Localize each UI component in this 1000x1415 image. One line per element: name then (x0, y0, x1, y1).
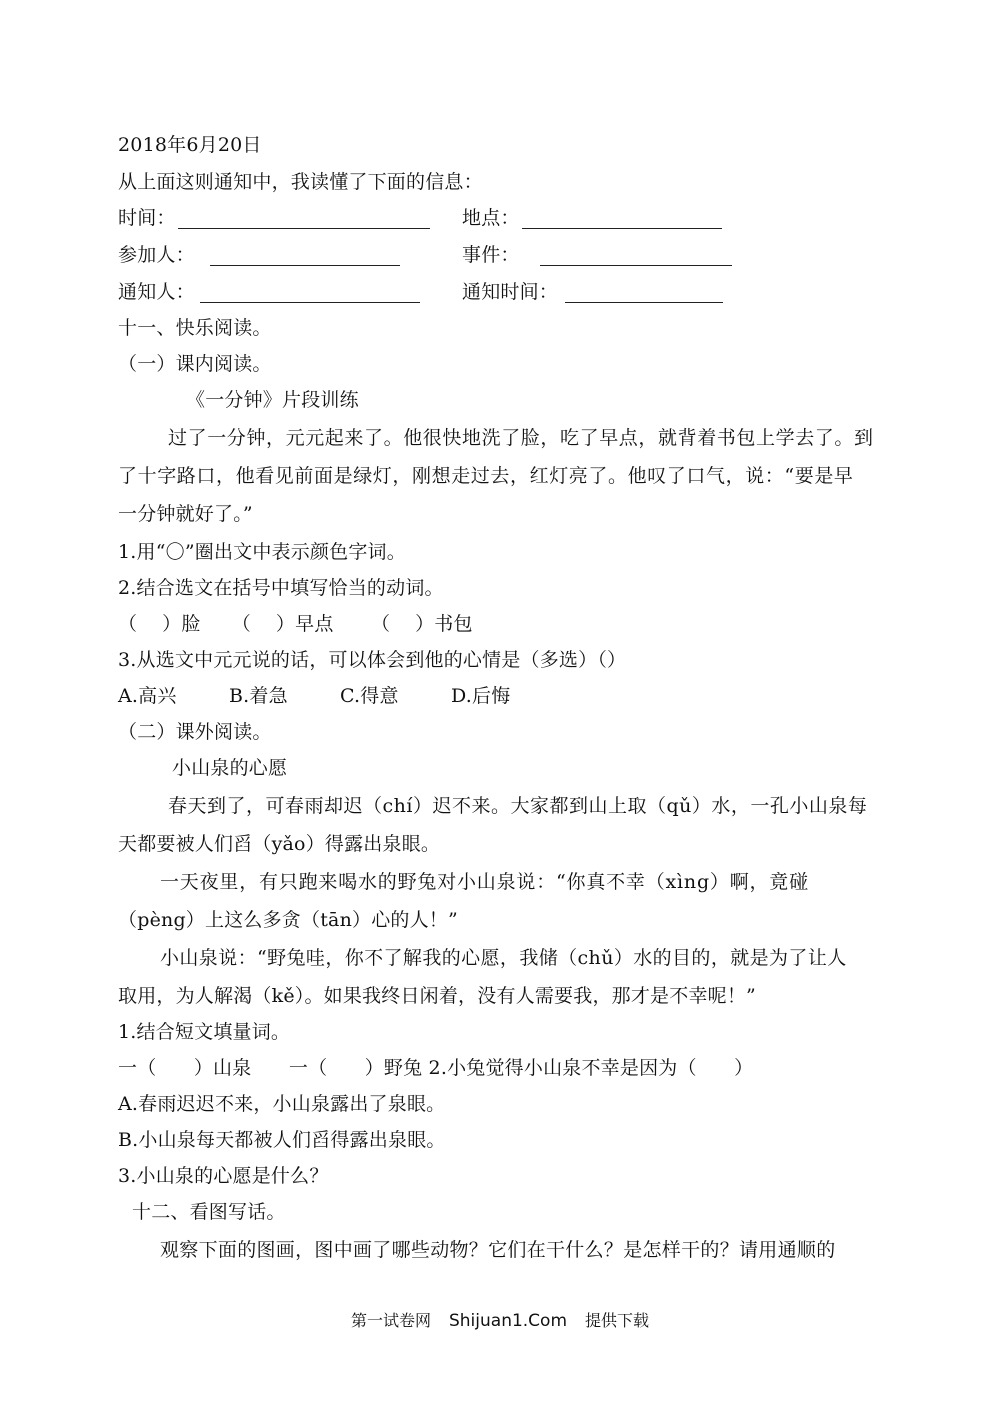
part2-passage-line: 取用，为人解渴（kě）。如果我终日闲着，没有人需要我，那才是不幸呢！” (118, 985, 756, 1007)
part2-q1-blanks: 一（ ）山泉 一（ ）野兔 2.小兔觉得小山泉不幸是因为（ ） (118, 1057, 754, 1079)
notice-intro: 从上面这则通知中，我读懂了下面的信息： (118, 171, 483, 193)
part2-q1: 1.结合短文填量词。 (118, 1021, 291, 1043)
notice-time-label: 通知时间： (462, 281, 559, 303)
event-blank[interactable] (540, 265, 732, 266)
part1-passage-line: 一分钟就好了。” (118, 503, 253, 525)
part1-q1: 1.用“〇”圈出文中表示颜色字词。 (118, 541, 406, 563)
option-b: B.着急 (229, 685, 288, 707)
part1-passage-line: 了十字路口，他看见前面是绿灯，刚想走过去，红灯亮了。他叹了口气，说：“要是早 (118, 465, 854, 487)
part1-q2: 2.结合选文在括号中填写恰当的动词。 (118, 577, 444, 599)
page-footer (0, 1308, 1000, 1331)
part2-passage-line: 天都要被人们舀（yǎo）得露出泉眼。 (118, 833, 441, 855)
part1-passage-line: 过了一分钟，元元起来了。他很快地洗了脸，吃了早点，就背着书包上学去了。到 (168, 427, 874, 449)
time-blank[interactable] (178, 228, 430, 229)
part2-passage-line: 小山泉说：“野兔哇，你不了解我的心愿，我储（chǔ）水的目的，就是为了让人 (160, 947, 847, 969)
footer-left: 第一试卷网 (350, 1311, 431, 1330)
part1-q2-blanks: （ ）脸 （ ）早点 （ ）书包 (118, 613, 473, 635)
part2-passage-line: 一天夜里，有只跑来喝水的野兔对小山泉说：“你真不幸（xìng）啊，竟碰 (160, 871, 809, 893)
part2-q3: 3.小山泉的心愿是什么？ (118, 1165, 329, 1187)
date-line: 2018年6月20日 (118, 134, 262, 156)
option-c: C.得意 (340, 685, 399, 707)
section12-line: 观察下面的图画，图中画了哪些动物？它们在干什么？是怎样干的？请用通顺的 (160, 1239, 836, 1261)
part1-passage-title: 《一分钟》片段训练 (186, 389, 359, 411)
time-label: 时间： (118, 207, 176, 229)
part2-title: （二）课外阅读。 (118, 721, 272, 743)
part2-passage-line: （pèng）上这么多贪（tān）心的人！” (118, 909, 458, 931)
notifier-label: 通知人： (118, 281, 195, 303)
notifier-blank[interactable] (200, 302, 420, 303)
place-label: 地点： (462, 207, 520, 229)
part2-option-b: B.小山泉每天都被人们舀得露出泉眼。 (118, 1129, 446, 1151)
footer-right: 提供下载 (585, 1311, 650, 1330)
section11-title: 十一、快乐阅读。 (118, 317, 272, 339)
option-a: A.高兴 (118, 685, 177, 707)
part1-q3: 3.从选文中元元说的话，可以体会到他的心情是（多选）（） (118, 649, 627, 671)
section12-title: 十二、看图写话。 (132, 1201, 286, 1223)
participants-blank[interactable] (210, 265, 400, 266)
place-blank[interactable] (522, 228, 722, 229)
part2-passage-title: 小山泉的心愿 (172, 757, 288, 779)
event-label: 事件： (462, 244, 520, 266)
part1-title: （一）课内阅读。 (118, 353, 272, 375)
notice-time-blank[interactable] (565, 302, 723, 303)
participants-label: 参加人： (118, 244, 195, 266)
option-d: D.后悔 (451, 685, 511, 707)
part2-option-a: A.春雨迟迟不来，小山泉露出了泉眼。 (118, 1093, 446, 1115)
footer-site[interactable]: Shijuan1.Com (448, 1311, 568, 1331)
part2-passage-line: 春天到了，可春雨却迟（chí）迟不来。大家都到山上取（qǔ）水，一孔小山泉每 (168, 795, 868, 817)
